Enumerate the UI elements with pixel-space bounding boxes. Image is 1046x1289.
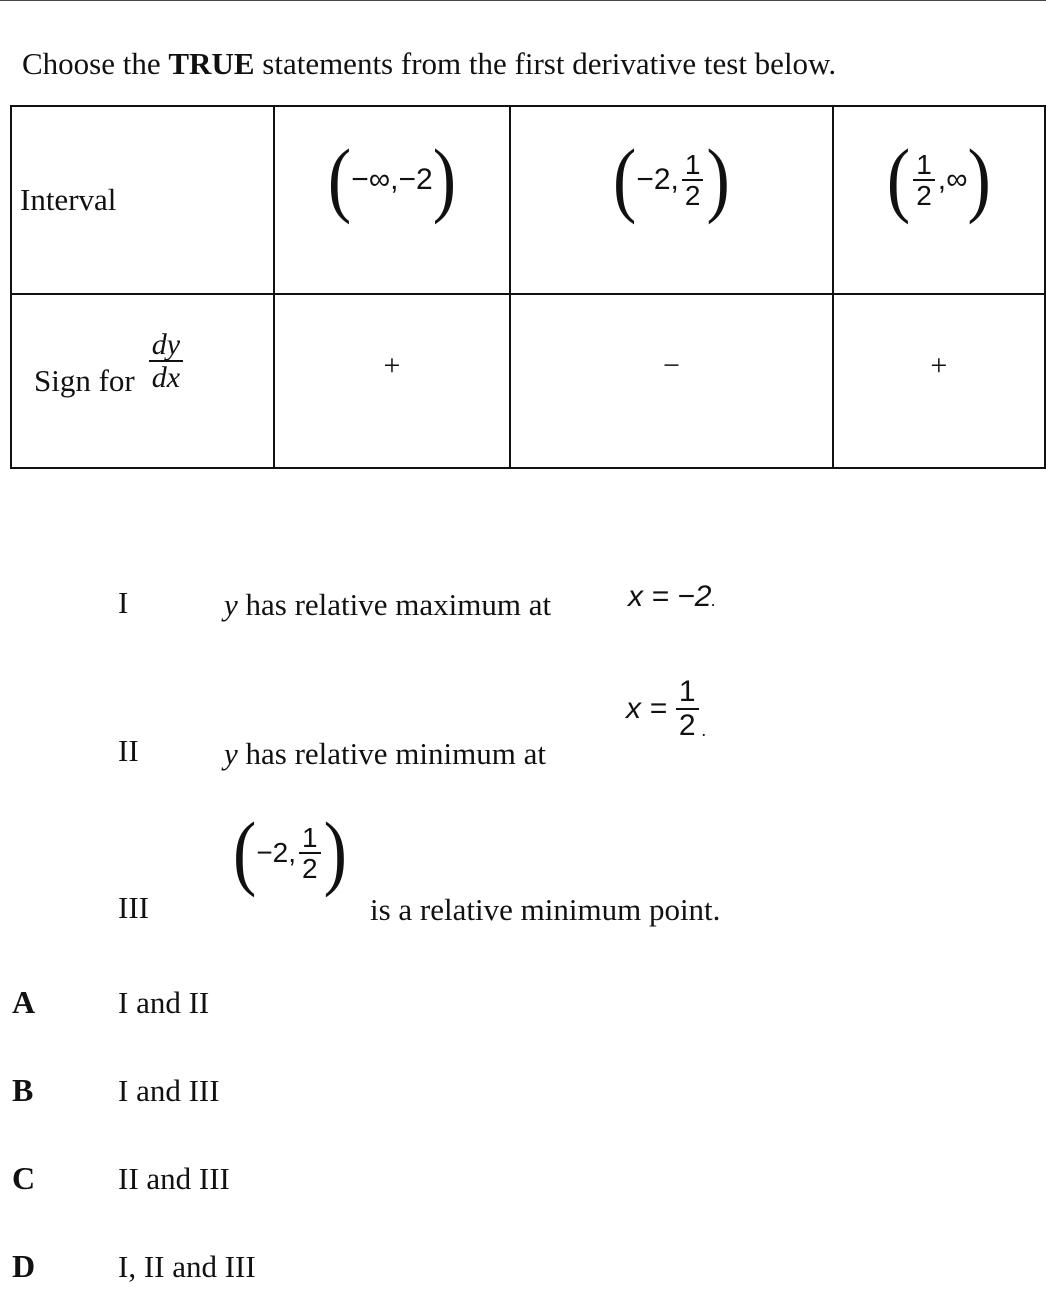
fraction-denominator: 2 xyxy=(913,179,935,210)
option-a-letter[interactable]: A xyxy=(12,984,36,1020)
first-derivative-table xyxy=(10,105,1046,469)
fraction-numerator: 1 xyxy=(678,675,696,708)
option-b-letter[interactable]: B xyxy=(12,1072,34,1108)
sign-cell-1 xyxy=(274,294,510,468)
close-paren: ) xyxy=(323,806,347,899)
statement-2-numeral: II xyxy=(118,733,139,768)
question-prefix: Choose the xyxy=(22,46,169,81)
interval-cell-2 xyxy=(510,106,833,294)
statement-3-numeral: III xyxy=(118,890,149,925)
interval-row xyxy=(11,106,1045,294)
interval-1-right: −2 xyxy=(398,163,433,196)
statement-2-lhs: x = xyxy=(626,691,667,725)
close-paren: ) xyxy=(706,133,730,226)
fraction-denominator: 2 xyxy=(676,708,699,742)
statement-2-period: . xyxy=(701,720,707,740)
sign-cell-2 xyxy=(510,294,833,468)
statement-1-text: has relative maximum at xyxy=(237,587,552,622)
derivative-fraction xyxy=(149,329,183,394)
statement-3-text: is a relative minimum point. xyxy=(370,892,721,927)
sign-label xyxy=(12,327,273,399)
fraction-numerator: 1 xyxy=(302,821,318,853)
interval-2-fraction xyxy=(682,150,704,211)
interval-1-left: −∞ xyxy=(351,163,391,196)
interval-header xyxy=(11,106,274,294)
open-paren: ( xyxy=(327,133,352,226)
interval-2-left: −2, xyxy=(636,163,679,196)
option-d-letter[interactable]: D xyxy=(12,1248,36,1284)
statement-2-var: y xyxy=(224,736,238,771)
fraction-numerator: 1 xyxy=(916,148,932,180)
option-a-text[interactable]: I and II xyxy=(118,985,210,1020)
statement-2-fraction xyxy=(676,676,699,741)
interval-3 xyxy=(834,133,1044,226)
statement-2 xyxy=(224,736,546,772)
interval-2 xyxy=(511,133,832,226)
interval-3-right: ,∞ xyxy=(937,163,968,196)
open-paren: ( xyxy=(886,133,911,226)
interval-cell-1 xyxy=(274,106,510,294)
close-paren: ) xyxy=(967,133,991,226)
statement-2-text: has relative minimum at xyxy=(237,736,546,771)
sign-2: − xyxy=(662,349,680,382)
interval-3-fraction xyxy=(913,150,935,211)
question-title xyxy=(22,46,836,82)
statement-1-period: . xyxy=(711,590,717,610)
option-b-text[interactable]: I and III xyxy=(118,1073,220,1108)
derivative-denominator: dx xyxy=(149,360,183,394)
interval-header-label: Interval xyxy=(20,182,117,217)
statement-1-var: y xyxy=(224,587,238,622)
question-bold: TRUE xyxy=(168,46,255,81)
close-paren: ) xyxy=(432,133,457,226)
statement-3-point xyxy=(233,806,347,899)
sign-header xyxy=(11,294,274,468)
sign-label-text: Sign for xyxy=(34,363,135,398)
interval-1 xyxy=(275,133,509,226)
statement-3-fraction xyxy=(299,823,321,884)
sign-1: + xyxy=(383,349,401,382)
option-d-text[interactable]: I, II and III xyxy=(118,1249,256,1284)
sign-row xyxy=(11,294,1045,468)
open-paren: ( xyxy=(613,133,637,226)
interval-1-comma: , xyxy=(390,163,399,196)
option-c-text[interactable]: II and III xyxy=(118,1161,230,1196)
option-c-letter[interactable]: C xyxy=(12,1160,36,1196)
sign-3: + xyxy=(930,349,948,382)
statement-1-numeral: I xyxy=(118,585,129,620)
fraction-denominator: 2 xyxy=(299,852,321,883)
statement-3-left: −2, xyxy=(256,837,297,868)
fraction-denominator: 2 xyxy=(682,179,704,210)
statement-1-math xyxy=(628,580,716,614)
statement-2-math xyxy=(626,676,706,741)
sign-cell-3 xyxy=(833,294,1045,468)
statement-1 xyxy=(224,587,551,623)
interval-cell-3 xyxy=(833,106,1045,294)
derivative-numerator: dy xyxy=(151,327,181,361)
open-paren: ( xyxy=(233,806,257,899)
top-rule xyxy=(0,0,1046,1)
question-suffix: statements from the first derivative test below. xyxy=(254,46,837,81)
fraction-numerator: 1 xyxy=(684,148,701,180)
statement-1-equation: x = −2 xyxy=(628,580,712,613)
